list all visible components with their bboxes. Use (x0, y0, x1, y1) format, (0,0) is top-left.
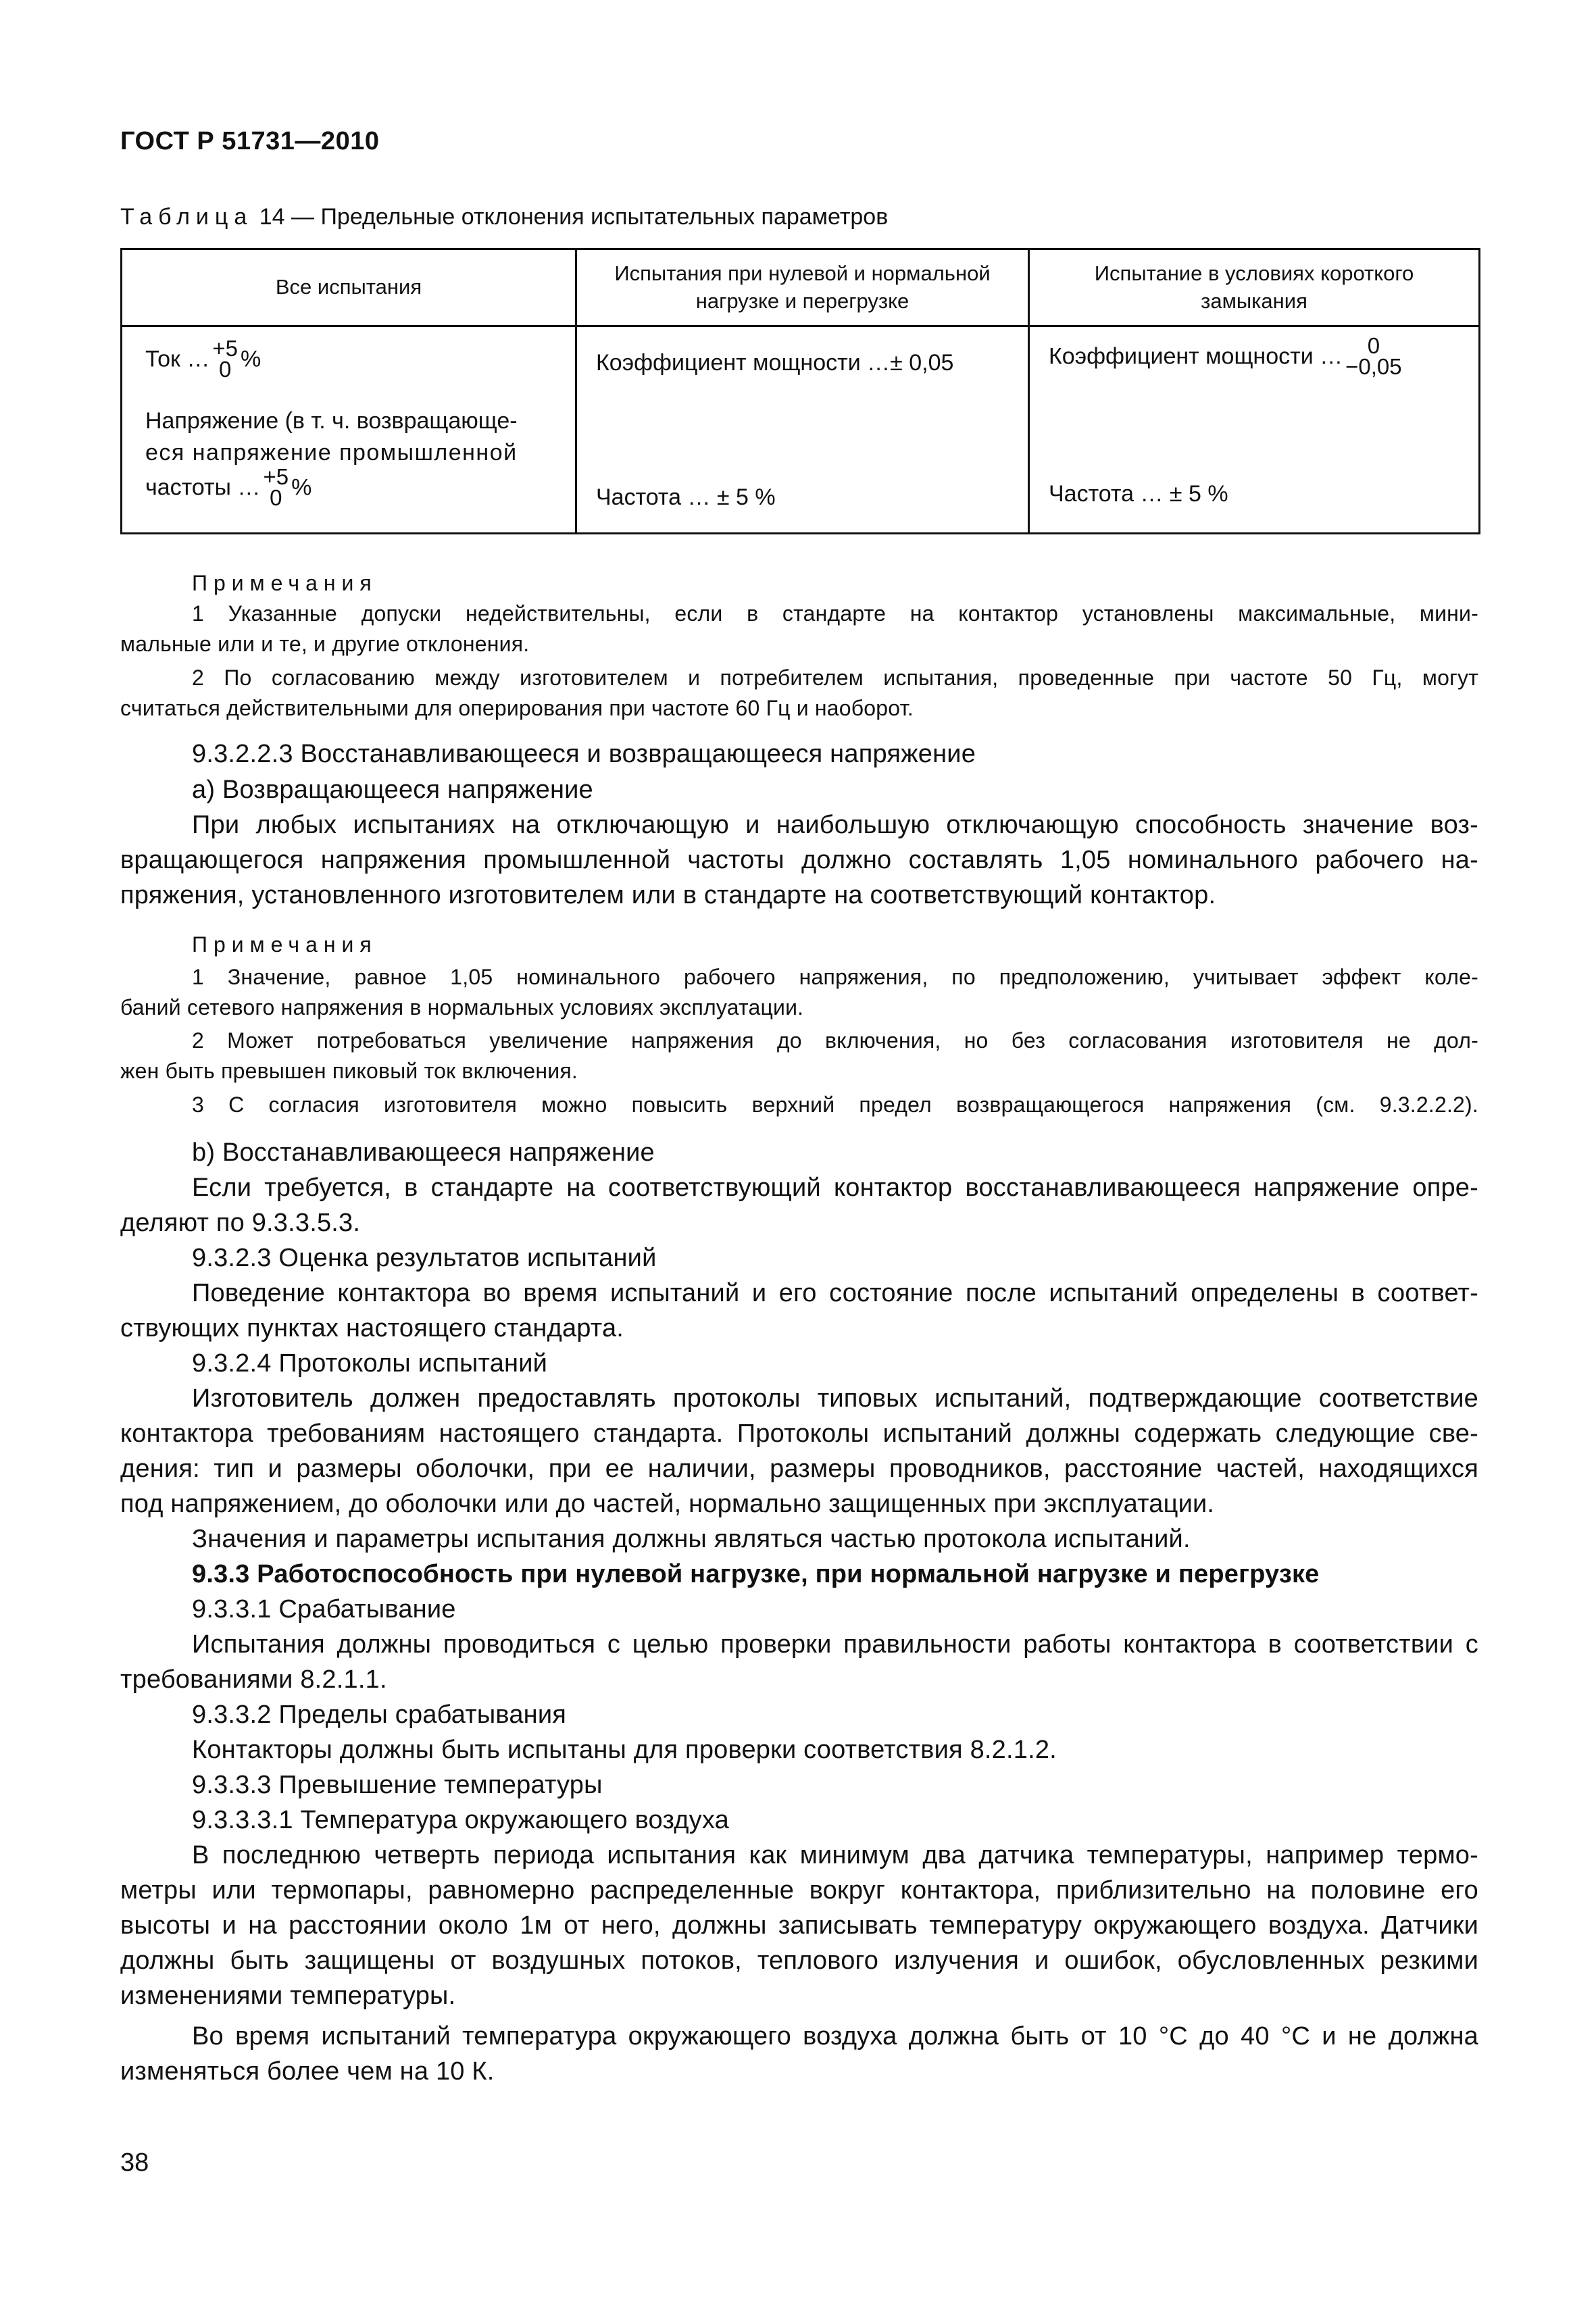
subsection-a-line1: При любых испытаниях на отключающую и наибольшую отключающую способность значение воз- (192, 811, 1478, 839)
voltage-line-1: Напряжение (в т. ч. возвращающе- (145, 408, 518, 434)
section-9-3-3-2-heading: 9.3.3.2 Пределы срабатывания (192, 1701, 567, 1729)
section-9-3-2-3-heading: 9.3.2.3 Оценка результатов испытаний (192, 1244, 657, 1272)
current-unit: % (240, 346, 261, 372)
section-9-3-3-3-1-line2: метры или термопары, равномерно распределенные вокруг контактора, приблизительно на половине его (120, 1876, 1478, 1905)
note1-1-line2: мальные или и те, и другие отклонения. (120, 632, 530, 656)
section-9-3-3-3-1-line4: должны быть защищены от воздушных потоков, теплового излучения и ошибок, обусловленных резкими (120, 1946, 1478, 1975)
note2-2-line2: жен быть превышен пиковый ток включения. (120, 1059, 578, 1083)
power-factor-sc-upper: 0 (1367, 333, 1380, 358)
notes-title-1 (192, 571, 1550, 596)
note1-2-line2: считаться действительными для оперирования при частоте 60 Гц и наоборот. (120, 696, 914, 720)
section-9-3-3-1-line2: требованиями 8.2.1.1. (120, 1665, 387, 1694)
subsection-b-heading: b) Восстанавливающееся напряжение (192, 1138, 655, 1167)
document-id: ГОСТ Р 51731—2010 (120, 127, 380, 155)
deviation-table (120, 248, 1480, 534)
section-9-3-3-3-1-heading: 9.3.3.3.1 Температура окружающего воздуха (192, 1806, 729, 1834)
current-label: Ток … (145, 346, 210, 372)
voltage-unit: % (291, 474, 312, 501)
section-9-3-2-4-heading: 9.3.2.4 Протоколы испытаний (192, 1349, 548, 1378)
power-factor-short-circuit (1049, 333, 1405, 380)
notes-title-text-2: Примечания (192, 932, 378, 957)
section-9-3-2-4-line1: Изготовитель должен предоставлять протоколы типовых испытаний, подтверждающие соответствие (192, 1384, 1478, 1413)
voltage-line-2: еся напряжение промышленной (145, 440, 518, 466)
voltage-lower: 0 (270, 485, 282, 511)
subsection-b-line2: деляют по 9.3.3.5.3. (120, 1209, 361, 1237)
section-9-3-3-1-line1: Испытания должны проводиться с целью проверки правильности работы контактора в соответствии с (192, 1630, 1478, 1659)
note1-2-line1: 2 По согласованию между изготовителем и потребителем испытания, проведенные при частоте 50 Гц, могут (192, 665, 1478, 690)
note2-1-line1: 1 Значение, равное 1,05 номинального рабочего напряжения, по предположению, учитывает эффект коле- (192, 965, 1478, 989)
subsection-a-line3: пряжения, установленного изготовителем или в стандарте на соответствующий контактор. (120, 881, 1216, 909)
section-9-3-2-4-line2: контактора требованиям настоящего стандарта. Протоколы испытаний должны содержать следующие све- (120, 1419, 1478, 1448)
table-cell-all-tests (122, 326, 576, 534)
table-header-short-circuit: Испытание в условиях короткого замыкания (1029, 249, 1480, 326)
power-factor-load: Коэффициент мощности …± 0,05 (596, 350, 954, 376)
table-caption-text: 14 — Предельные отклонения испытательных параметров (253, 204, 889, 230)
page-number: 38 (120, 2148, 149, 2177)
voltage-fraction (263, 466, 289, 509)
power-factor-sc-label: Коэффициент мощности … (1049, 343, 1343, 370)
table-header-load-tests: Испытания при нулевой и нормальной нагрузке и перегрузке (576, 249, 1029, 326)
voltage-upper: +5 (263, 464, 289, 489)
voltage-label: частоты … (145, 474, 261, 501)
section-9-3-3-3-1-line1: В последнюю четверть периода испытания как минимум два датчика температуры, например термо- (192, 1841, 1478, 1869)
table-caption (120, 204, 888, 230)
section-9-3-3-heading: 9.3.3 Работоспособность при нулевой нагрузке, при нормальной нагрузке и перегрузке (192, 1560, 1320, 1588)
subsection-b-line1: Если требуется, в стандарте на соответствующий контактор восстанавливающееся напряжение опре- (192, 1174, 1478, 1202)
section-9-3-2-4-line5: Значения и параметры испытания должны являться частью протокола испытаний. (192, 1525, 1191, 1553)
table-header-all-tests: Все испытания (122, 249, 576, 326)
power-factor-sc-fraction (1345, 335, 1402, 378)
section-9-3-3-3-1-line3: высоты и на расстоянии около 1м от него, должны записывать температуру окружающего воздуха. Датчики (120, 1911, 1478, 1940)
section-9-3-3-3-heading: 9.3.3.3 Превышение температуры (192, 1771, 603, 1799)
section-9-3-3-1-heading: 9.3.3.1 Срабатывание (192, 1595, 456, 1624)
note2-2-line1: 2 Может потребоваться увеличение напряжения до включения, но без согласования изготовителя не дол- (192, 1028, 1478, 1053)
frequency-short-circuit: Частота … ± 5 % (1049, 481, 1228, 507)
current-fraction (212, 338, 238, 380)
section-9-3-2-3-line2: ствующих пунктах настоящего стандарта. (120, 1314, 624, 1342)
note2-1-line2: баний сетевого напряжения в нормальных условиях эксплуатации. (120, 995, 804, 1020)
note1-1-line1: 1 Указанные допуски недействительны, если в стандарте на контактор установлены максимальные, мини- (192, 601, 1478, 626)
section-9-3-2-2-3-heading: 9.3.2.2.3 Восстанавливающееся и возвращающееся напряжение (192, 740, 976, 768)
power-factor-sc-lower: −0,05 (1345, 354, 1402, 380)
current-upper: +5 (212, 336, 238, 361)
note2-3-line1: 3 С согласия изготовителя можно повысить верхний предел возвращающегося напряжения (см. 9.3.2.2.2). (192, 1092, 1478, 1117)
current-lower: 0 (218, 357, 232, 382)
notes-title-2 (192, 932, 1550, 957)
current-tolerance (145, 336, 261, 382)
voltage-tolerance (145, 464, 312, 511)
table-cell-short-circuit (1029, 326, 1480, 534)
section-9-3-3-3-1-line6: Во время испытаний температура окружающего воздуха должна быть от 10 °С до 40 °С и не должна (192, 2022, 1478, 2051)
subsection-a-line2: вращающегося напряжения промышленной частоты должно составлять 1,05 номинального рабочего на- (120, 846, 1478, 874)
table-cell-load-tests (576, 326, 1029, 534)
section-9-3-3-3-1-line7: изменяться более чем на 10 К. (120, 2057, 495, 2086)
section-9-3-3-3-1-line5: изменениями температуры. (120, 1982, 456, 2010)
section-9-3-2-4-line3: дения: тип и размеры оболочки, при ее наличии, размеры проводников, расстояние частей, находящихся (120, 1455, 1478, 1483)
frequency-load: Частота … ± 5 % (596, 484, 776, 510)
section-9-3-2-4-line4: под напряжением, до оболочки или до частей, нормально защищенных при эксплуатации. (120, 1490, 1215, 1518)
notes-title-text-1: Примечания (192, 571, 378, 595)
section-9-3-3-2-text: Контакторы должны быть испытаны для проверки соответствия 8.2.1.2. (192, 1736, 1057, 1764)
subsection-a-heading: а) Возвращающееся напряжение (192, 776, 593, 804)
table-caption-word: Таблица (120, 204, 253, 230)
section-9-3-2-3-line1: Поведение контактора во время испытаний и его состояние после испытаний определены в соответ- (192, 1279, 1478, 1307)
